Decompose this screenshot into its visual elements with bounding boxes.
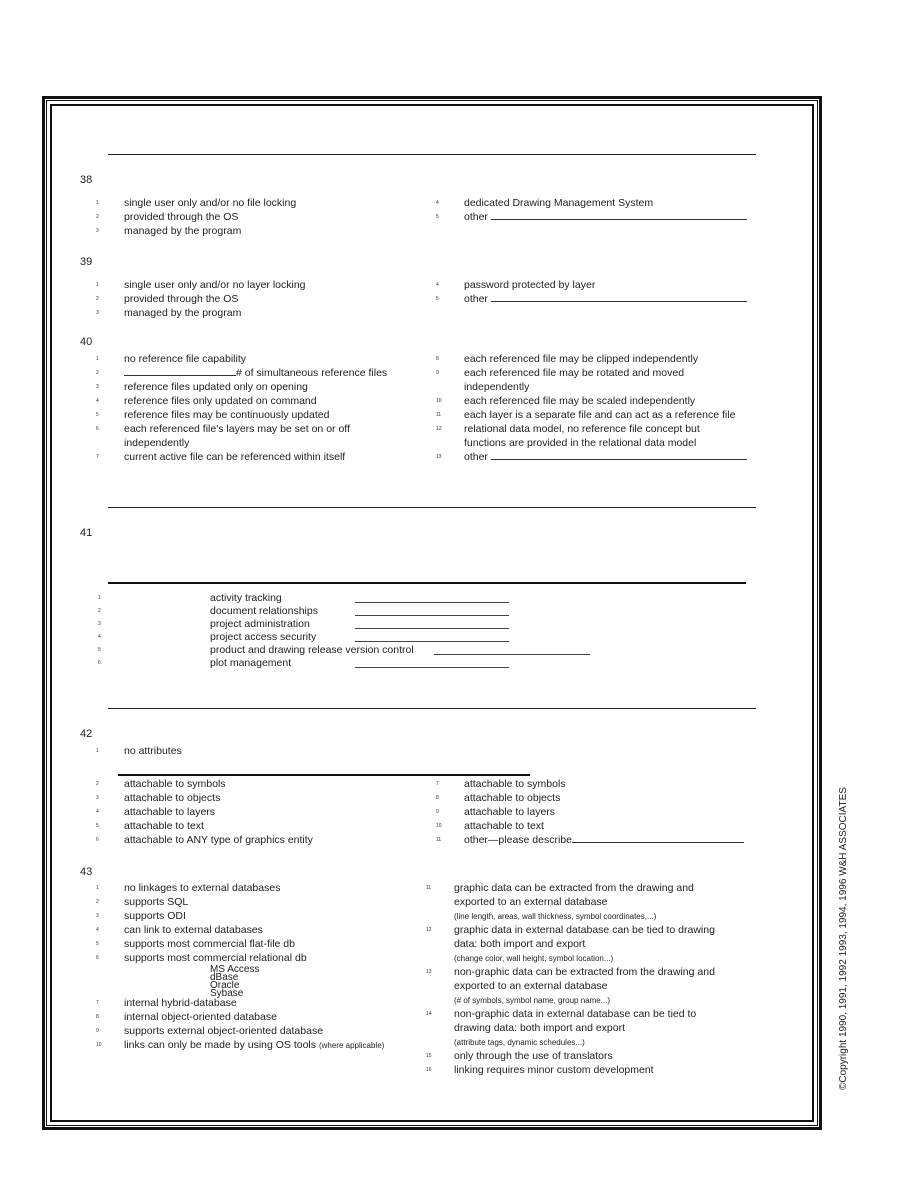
q40-option-9[interactable]: 9 each referenced file may be rotated and moved independently — [436, 367, 685, 393]
q42-option-2[interactable]: 2 attachable to symbols — [96, 778, 226, 790]
option-code: 1 — [96, 200, 99, 206]
q43-option-12[interactable]: 12 graphic data in external database can be tied to drawing data: both import and export (change color, wall height, symbol location...) — [426, 924, 715, 963]
q41-item-1[interactable]: 1 activity tracking — [98, 592, 282, 604]
option-code: 5 — [96, 823, 99, 829]
q43-option-16[interactable]: 16 linking requires minor custom development — [426, 1064, 654, 1076]
option-code: 6 — [96, 837, 99, 843]
option-code: 2 — [98, 608, 101, 614]
option-code: 15 — [426, 1053, 432, 1059]
option-code: 1 — [98, 595, 101, 601]
q43-option-9[interactable]: 9 supports external object-oriented database — [96, 1025, 324, 1037]
option-code: 4 — [96, 398, 99, 404]
option-code: 5 — [96, 941, 99, 947]
option-code: 14 — [426, 1011, 432, 1017]
q42-option-6[interactable]: 6 attachable to ANY type of graphics entity — [96, 834, 313, 846]
copyright-notice: ©Copyright 1990, 1991, 1992 1993, 1994, 1996 W&H ASSOCIATES — [838, 787, 849, 1090]
option-code: 13 — [436, 454, 442, 460]
divider-before-41 — [108, 507, 756, 508]
q42-option-7[interactable]: 7 attachable to symbols — [436, 778, 566, 790]
q40-option-5[interactable]: 5 reference files may be continuously updated — [96, 409, 330, 421]
q43-option-11[interactable]: 11 graphic data can be extracted from the drawing and exported to an external database (line length, areas, wall thickness, symbol coordinates,...) — [426, 882, 694, 921]
option-code: 1 — [96, 282, 99, 288]
option-code: 10 — [436, 398, 442, 404]
divider-top — [108, 154, 756, 155]
q40-option-8[interactable]: 8 each referenced file may be clipped independently — [436, 353, 699, 365]
db-name-dbase: dBase — [210, 972, 239, 983]
option-code: 9 — [436, 809, 439, 815]
option-code: 5 — [436, 296, 439, 302]
option-code: 9 — [96, 1028, 99, 1034]
fill-in-blank[interactable] — [491, 292, 747, 302]
q43-option-7[interactable]: 7 internal hybrid-database — [96, 997, 237, 1009]
q43-option-5[interactable]: 5 supports most commercial flat-file db — [96, 938, 295, 950]
q41-item-6[interactable]: 6 plot management — [98, 657, 292, 669]
option-code: 3 — [96, 913, 99, 919]
option-code: 3 — [96, 228, 99, 234]
fill-in-blank[interactable] — [124, 366, 236, 376]
option-code: 10 — [96, 1042, 102, 1048]
fill-in-line[interactable] — [355, 615, 509, 616]
option-code: 3 — [96, 310, 99, 316]
option-code: 13 — [426, 969, 432, 975]
q38-option-2[interactable]: 2 provided through the OS — [96, 211, 239, 223]
q40-option-1[interactable]: 1 no reference file capability — [96, 353, 246, 365]
option-code: 6 — [96, 426, 99, 432]
q38-option-3[interactable]: 3 managed by the program — [96, 225, 242, 237]
q40-option-3[interactable]: 3 reference files updated only on opening — [96, 381, 308, 393]
q43-option-6[interactable]: 6 supports most commercial relational db — [96, 952, 307, 964]
option-code: 11 — [426, 885, 432, 891]
db-name-sybase: Sybase — [210, 988, 244, 999]
option-code: 4 — [96, 927, 99, 933]
q43-option-10[interactable]: 10 links can only be made by using OS tools (where applicable) — [96, 1039, 385, 1051]
question-number-40: 40 — [80, 336, 93, 348]
q40-option-7[interactable]: 7 current active file can be referenced within itself — [96, 451, 346, 463]
option-code: 4 — [436, 200, 439, 206]
divider-42-mid — [118, 774, 530, 776]
fill-in-line[interactable] — [355, 641, 509, 642]
option-code: 1 — [96, 748, 99, 754]
q39-option-5[interactable]: 5 other — [464, 292, 747, 306]
q40-option-4[interactable]: 4 reference files only updated on command — [96, 395, 317, 407]
q42-option-4[interactable]: 4 attachable to layers — [96, 806, 216, 818]
option-code: 10 — [436, 823, 442, 829]
question-number-42: 42 — [80, 728, 93, 740]
q42-option-10[interactable]: 10 attachable to text — [436, 820, 544, 832]
option-code: 4 — [436, 282, 439, 288]
q42-option-5[interactable]: 5 attachable to text — [96, 820, 204, 832]
q43-option-3[interactable]: 3 supports ODI — [96, 910, 186, 922]
fill-in-blank[interactable] — [491, 450, 747, 460]
option-code: 3 — [96, 795, 99, 801]
option-code: 8 — [436, 795, 439, 801]
option-code: 3 — [96, 384, 99, 390]
option-code: 16 — [426, 1067, 432, 1073]
fill-in-line[interactable] — [355, 628, 509, 629]
q38-option-1[interactable]: 1 single user only and/or no file locking — [96, 197, 297, 209]
question-number-39: 39 — [80, 256, 93, 268]
db-name-oracle: Oracle — [210, 980, 240, 991]
q39-option-2[interactable]: 2 provided through the OS — [96, 293, 239, 305]
option-code: 2 — [96, 899, 99, 905]
option-code: 2 — [96, 370, 99, 376]
option-code: 7 — [436, 781, 439, 787]
option-code: 7 — [96, 454, 99, 460]
option-code: 1 — [96, 885, 99, 891]
option-code: 4 — [96, 809, 99, 815]
q42-option-11[interactable]: 11 other—please describe — [464, 833, 744, 847]
q39-option-1[interactable]: 1 single user only and/or no layer locking — [96, 279, 306, 291]
fill-in-line[interactable] — [355, 667, 509, 668]
option-code: 5 — [96, 412, 99, 418]
q42-option-3[interactable]: 3 attachable to objects — [96, 792, 221, 804]
q40-option-13[interactable]: 13 other — [464, 450, 747, 464]
option-code: 5 — [98, 647, 101, 653]
option-code: 12 — [426, 927, 432, 933]
db-name-ms-access: MS Access — [210, 964, 260, 975]
q43-option-1[interactable]: 1 no linkages to external databases — [96, 882, 281, 894]
q42-option-9[interactable]: 9 attachable to layers — [436, 806, 556, 818]
option-code: 8 — [96, 1014, 99, 1020]
q42-option-8[interactable]: 8 attachable to objects — [436, 792, 561, 804]
option-code: 9 — [436, 370, 439, 376]
option-code: 12 — [436, 426, 442, 432]
q41-item-3[interactable]: 3 project administration — [98, 618, 310, 630]
q39-option-3[interactable]: 3 managed by the program — [96, 307, 242, 319]
q40-option-12[interactable]: 12 relational data model, no reference file concept but functions are provided in the relational data model — [436, 423, 700, 449]
fill-in-blank[interactable] — [572, 833, 744, 843]
option-code: 1 — [96, 356, 99, 362]
q42-option-1[interactable]: 1 no attributes — [96, 745, 182, 757]
option-code: 2 — [96, 214, 99, 220]
option-code: 2 — [96, 296, 99, 302]
q40-option-11[interactable]: 11 each layer is a separate file and can act as a reference file — [436, 409, 736, 421]
q43-option-13[interactable]: 13 non-graphic data can be extracted from the drawing and exported to an external database (# of symbols, symbol name, group name...) — [426, 966, 715, 1005]
q43-option-8[interactable]: 8 internal object-oriented database — [96, 1011, 277, 1023]
option-code: 11 — [436, 837, 442, 843]
fill-in-line[interactable] — [355, 602, 509, 603]
question-number-43: 43 — [80, 866, 93, 878]
option-code: 8 — [436, 356, 439, 362]
question-number-38: 38 — [80, 174, 93, 186]
q43-option-2[interactable]: 2 supports SQL — [96, 896, 189, 908]
q38-option-4[interactable]: 4 dedicated Drawing Management System — [436, 197, 654, 209]
q39-option-4[interactable]: 4 password protected by layer — [436, 279, 596, 291]
q41-item-5[interactable]: 5 product and drawing release version control — [98, 644, 414, 656]
option-code: 2 — [96, 781, 99, 787]
q40-option-10[interactable]: 10 each referenced file may be scaled independently — [436, 395, 696, 407]
option-code: 3 — [98, 621, 101, 627]
option-code: 6 — [98, 660, 101, 666]
q40-option-6[interactable]: 6 each referenced file's layers may be set on or off independently — [96, 423, 350, 449]
option-code: 7 — [96, 1000, 99, 1006]
option-code: 4 — [98, 634, 101, 640]
q41-item-2[interactable]: 2 document relationships — [98, 605, 318, 617]
option-code: 6 — [96, 955, 99, 961]
q40-option-2[interactable]: 2 # of simultaneous reference files — [96, 367, 388, 379]
divider-41-table — [108, 582, 746, 584]
fill-in-line[interactable] — [434, 654, 590, 655]
question-number-41: 41 — [80, 527, 93, 539]
q43-option-4[interactable]: 4 can link to external databases — [96, 924, 263, 936]
option-code: 11 — [436, 412, 442, 418]
q38-option-5[interactable]: 5 other — [464, 210, 747, 224]
fill-in-blank[interactable] — [491, 210, 747, 220]
divider-before-42 — [108, 708, 756, 709]
q43-option-14[interactable]: 14 non-graphic data in external database can be tied to drawing data: both import and export (attribute tags, dynamic schedules...) — [426, 1008, 697, 1047]
q41-item-4[interactable]: 4 project access security — [98, 631, 317, 643]
option-code: 5 — [436, 214, 439, 220]
q43-option-15[interactable]: 15 only through the use of translators — [426, 1050, 613, 1062]
